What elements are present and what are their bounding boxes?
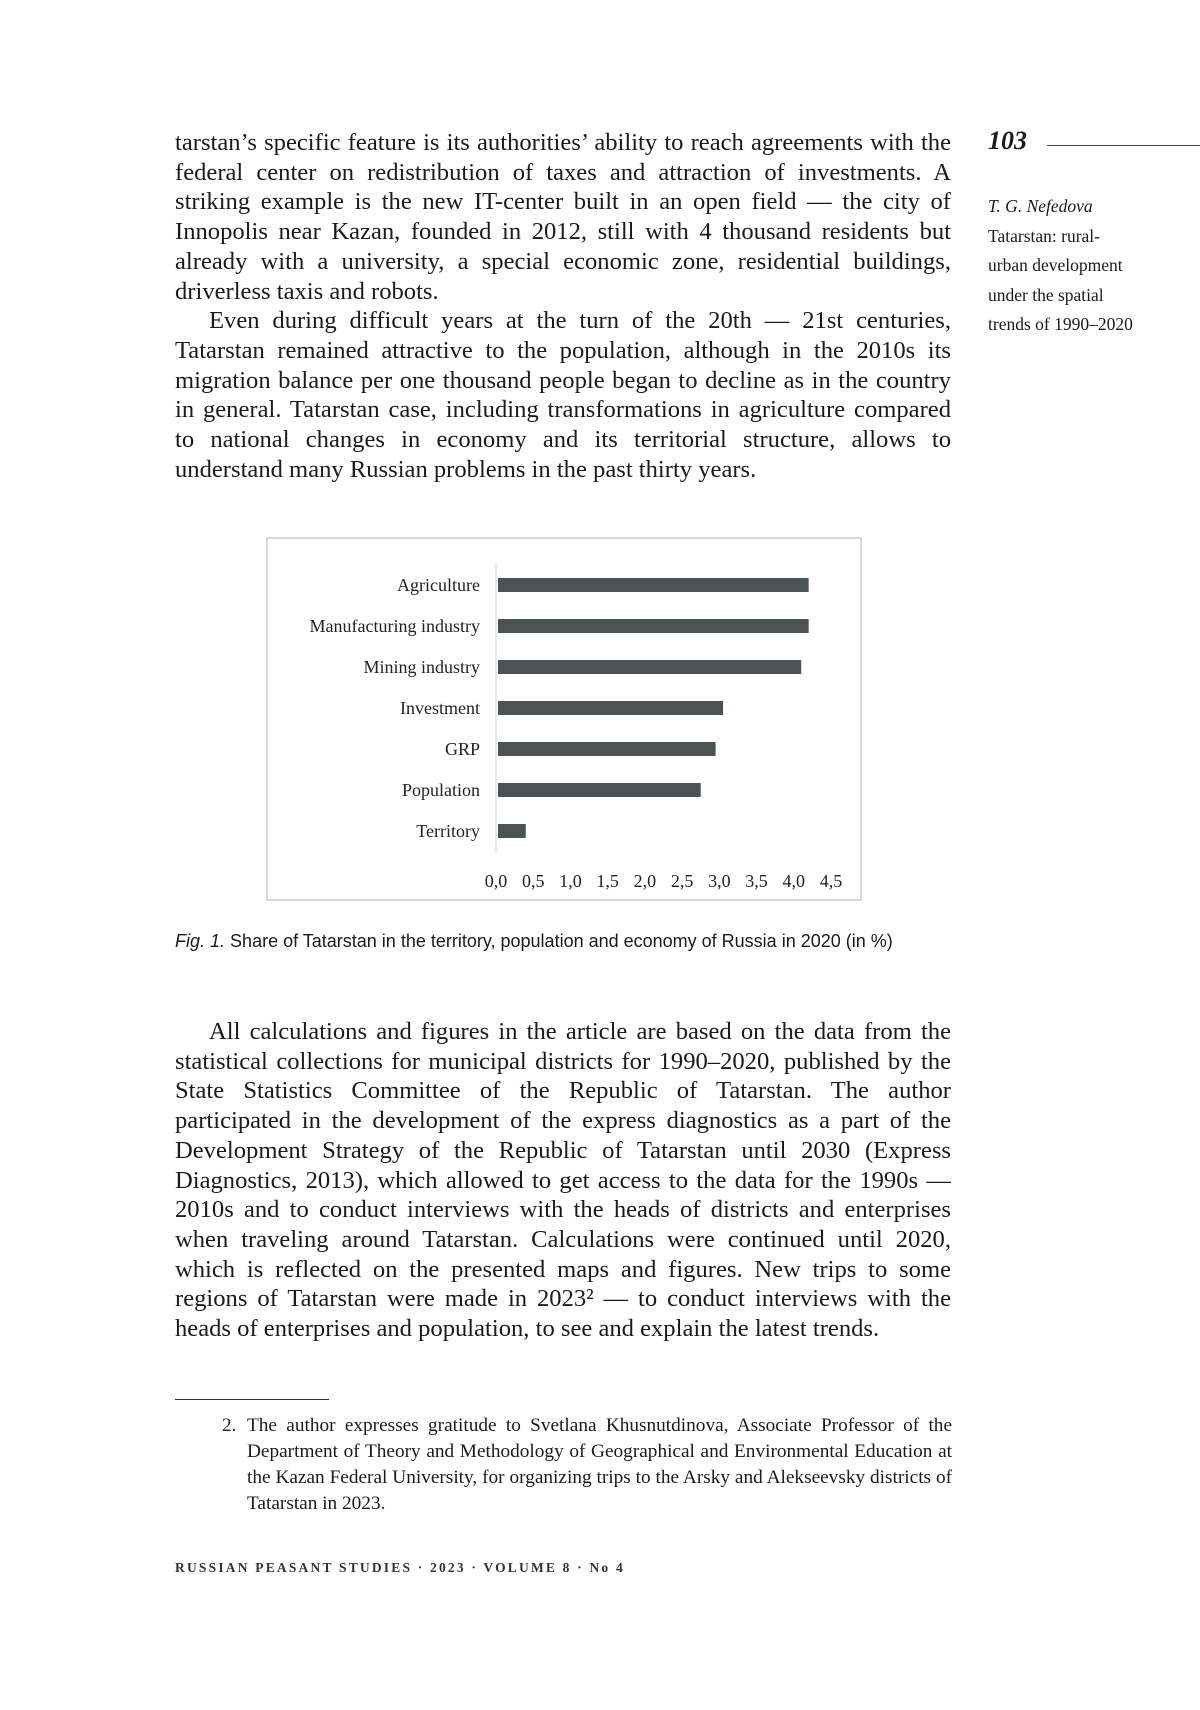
bar (498, 783, 701, 797)
running-head-author: T. G. Nefedova (988, 192, 1200, 222)
category-label: Population (402, 780, 480, 800)
x-tick-label: 1,0 (559, 871, 582, 891)
chart-canvas (268, 539, 860, 899)
bar (498, 578, 809, 592)
x-tick-label: 0,5 (522, 871, 545, 891)
running-head-title-line: urban development (988, 251, 1200, 281)
figure-label: Fig. 1. (175, 931, 225, 951)
bar (498, 701, 723, 715)
bar (498, 619, 809, 633)
bar (498, 824, 526, 838)
x-tick-label: 2,0 (634, 871, 657, 891)
page-number-rule (1047, 145, 1200, 146)
running-head-title-line: trends of 1990–2020 (988, 310, 1200, 340)
category-label: GRP (445, 739, 480, 759)
category-label: Agriculture (397, 575, 480, 595)
footnote-rule (175, 1399, 329, 1400)
running-head (988, 192, 1200, 340)
running-head-title-line: Tatarstan: rural- (988, 222, 1200, 252)
x-tick-label: 4,0 (783, 871, 806, 891)
figure-caption-text: Share of Tatarstan in the territory, population and economy of Russia in 2020 (in %) (230, 931, 893, 951)
paragraph: Even during difficult years at the turn of the 20th — 21st centuries, Tatarstan remained attractive to the population, although in the 2010s its migration balance per one thousand people began to decline as in the country in general. Tatarstan case, including transformations in agriculture compared to national changes in economy and its territorial structure, allows to understand many Russian problems in the past thirty years. (175, 306, 951, 484)
page-number: 103 (988, 126, 1027, 156)
footnote (222, 1413, 952, 1517)
x-tick-label: 0,0 (485, 871, 508, 891)
paragraph: tarstan’s specific feature is its authorities’ ability to reach agreements with the federal center on redistribution of taxes and attraction of investments. A striking example is the new IT-center built in an open field — the city of Innopolis near Kazan, founded in 2012, still with 4 thousand residents but already with a university, a special economic zone, residential buildings, driverless taxis and robots. (175, 128, 951, 306)
bar (498, 742, 716, 756)
journal-footer: RUSSIAN PEASANT STUDIES · 2023 · VOLUME 8 · No 4 (175, 1560, 625, 1576)
category-label: Manufacturing industry (310, 616, 480, 636)
paragraph: All calculations and figures in the article are based on the data from the statistical collections for municipal districts for 1990–2020, published by the State Statistics Committee of the Republic of Tatarstan. The author participated in the development of the express diagnostics as a part of the Development Strategy of the Republic of Tatarstan until 2030 (Express Diagnostics, 2013), which allowed to get access to the data for the 1990s — 2010s and to conduct interviews with the heads of districts and enterprises when traveling around Tatarstan. Calculations were continued until 2020, which is reflected on the presented maps and figures. New trips to some regions of Tatarstan were made in 2023² — to conduct interviews with the heads of enterprises and population, to see and explain the latest trends. (175, 1017, 951, 1344)
category-label: Mining industry (363, 657, 480, 677)
footnote-text: The author expresses gratitude to Svetlana Khusnutdinova, Associate Professor of the Department of Theory and Methodology of Geographical and Environmental Education at the Kazan Federal University, for organizing trips to the Arsky and Alekseevsky districts of Tatarstan in 2023. (222, 1413, 952, 1517)
figure-caption (175, 926, 951, 957)
category-label: Investment (400, 698, 480, 718)
bar-chart (266, 537, 862, 901)
x-tick-label: 1,5 (596, 871, 619, 891)
x-tick-label: 4,5 (820, 871, 843, 891)
x-tick-label: 3,5 (745, 871, 768, 891)
x-tick-label: 2,5 (671, 871, 694, 891)
category-label: Territory (416, 821, 480, 841)
footnote-number: 2. (222, 1413, 236, 1439)
body-text (175, 1017, 951, 1344)
intro-text (175, 128, 951, 484)
running-head-title-line: under the spatial (988, 281, 1200, 311)
bar (498, 660, 801, 674)
x-tick-label: 3,0 (708, 871, 731, 891)
